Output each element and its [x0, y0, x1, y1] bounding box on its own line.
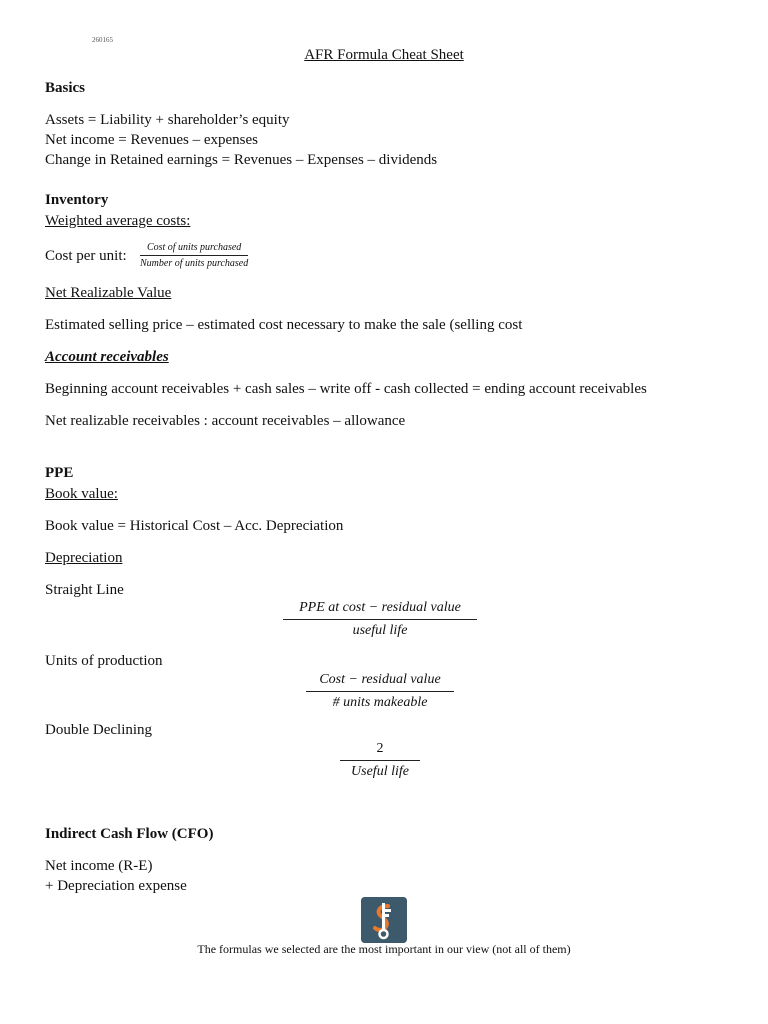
cost-per-unit-numerator: Cost of units purchased: [140, 242, 248, 256]
nrv-formula: Estimated selling price – estimated cost necessary to make the sale (selling cost: [45, 317, 523, 333]
cash-flow-line-1: Net income (R-E): [45, 858, 153, 874]
depreciation-label: Depreciation: [45, 550, 123, 566]
nrv-label: Net Realizable Value: [45, 285, 172, 301]
cash-flow-line-2: + Depreciation expense: [45, 878, 187, 894]
footer-note: The formulas we selected are the most important in our view (not all of them): [197, 942, 571, 956]
receivables-heading: Account receivables: [45, 349, 169, 365]
page-id: 260165: [92, 36, 113, 44]
book-value-label: Book value:: [45, 486, 118, 502]
double-declining-fraction: [340, 741, 420, 780]
units-of-production-denominator: # units makeable: [332, 695, 428, 710]
wac-label: Weighted average costs:: [45, 213, 191, 229]
straight-line-label: Straight Line: [45, 582, 124, 598]
basics-line-3: Change in Retained earnings = Revenues – Expenses – dividends: [45, 152, 438, 168]
double-declining-denominator: Useful life: [351, 764, 409, 779]
page-title: AFR Formula Cheat Sheet: [304, 47, 464, 63]
double-declining-numerator: 2: [340, 741, 420, 761]
units-of-production-numerator: Cost − residual value: [306, 672, 454, 692]
basics-line-1: Assets = Liability + shareholder’s equity: [45, 112, 290, 128]
straight-line-denominator: useful life: [352, 623, 408, 638]
receivables-line-1: Beginning account receivables + cash sales – write off - cash collected = ending account receivables: [45, 381, 647, 397]
straight-line-numerator: PPE at cost − residual value: [283, 600, 477, 620]
basics-heading: Basics: [45, 80, 86, 96]
receivables-line-2: Net realizable receivables : account receivables – allowance: [45, 413, 406, 429]
straight-line-fraction: [283, 600, 477, 639]
cost-per-unit-fraction: [140, 242, 248, 269]
double-declining-label: Double Declining: [45, 722, 153, 738]
cash-flow-heading: Indirect Cash Flow (CFO): [45, 826, 214, 842]
inventory-heading: Inventory: [45, 192, 109, 208]
units-of-production-label: Units of production: [45, 653, 163, 669]
key-logo-icon: [361, 897, 407, 943]
units-of-production-fraction: [306, 672, 454, 711]
book-value-formula: Book value = Historical Cost – Acc. Depreciation: [45, 518, 344, 534]
cost-per-unit-label: Cost per unit:: [45, 248, 127, 264]
cost-per-unit-denominator: Number of units purchased: [140, 258, 249, 269]
ppe-heading: PPE: [45, 465, 74, 481]
basics-line-2: Net income = Revenues – expenses: [45, 132, 258, 148]
